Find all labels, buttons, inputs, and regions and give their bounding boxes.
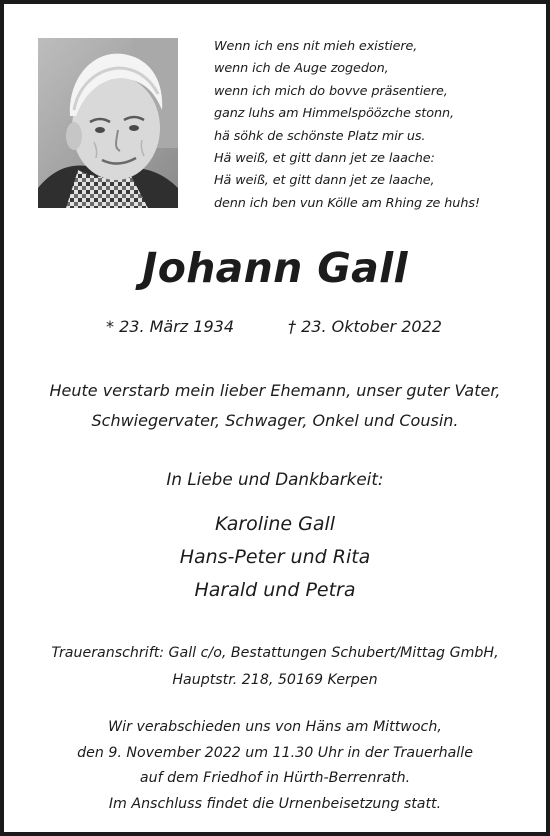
funeral-line: auf dem Friedhof in Hürth-Berrenrath. [139, 770, 411, 786]
family-members [4, 508, 546, 607]
poem-line: denn ich ben vun Kölle am Rhing ze huhs! [214, 195, 480, 211]
poem-line: Hä weiß, et gitt dann jet ze laache: [214, 151, 435, 167]
poem-line: wenn ich de Auge zogedon, [214, 61, 389, 77]
poem-line: wenn ich mich do bovve präsentiere, [214, 83, 448, 99]
poem-line: Hä weiß, et gitt dann jet ze laache, [214, 173, 435, 189]
funeral-line: Im Anschluss findet die Urnenbeisetzung statt. [108, 795, 442, 812]
address-line: Hauptstr. 218, 50169 Kerpen [172, 672, 378, 688]
family-member: Karoline Gall [214, 513, 336, 535]
gratitude-heading: In Liebe und Dankbarkeit: [166, 469, 384, 489]
funeral-line: Wir verabschieden uns von Häns am Mittwoch, [108, 719, 442, 735]
announcement-line: Heute verstarb mein lieber Ehemann, unser guter Vater, [49, 381, 501, 400]
family-member: Hans-Peter und Rita [179, 546, 371, 568]
portrait-photo [38, 38, 178, 208]
announcement-line: Schwiegervater, Schwager, Onkel und Cousin. [91, 411, 459, 430]
funeral-details [4, 715, 546, 817]
death-date: † 23. Oktober 2022 [288, 317, 442, 336]
poem [214, 36, 524, 215]
poem-line: hä söhk de schönste Platz mir us. [214, 128, 426, 144]
birth-date: * 23. März 1934 [106, 317, 235, 336]
announcement-text [4, 376, 546, 436]
address-line: Traueranschrift: Gall c/o, Bestattungen Schubert/Mittag GmbH, [51, 645, 499, 661]
deceased-name: Johann Gall [142, 244, 408, 292]
mourning-address [4, 640, 546, 694]
poem-line: ganz luhs am Himmelspöözche stonn, [214, 106, 454, 122]
family-member: Harald und Petra [194, 579, 356, 601]
funeral-line: den 9. November 2022 um 11.30 Uhr in der Trauerhalle [77, 744, 473, 761]
poem-line: Wenn ich ens nit mieh existiere, [214, 39, 418, 54]
